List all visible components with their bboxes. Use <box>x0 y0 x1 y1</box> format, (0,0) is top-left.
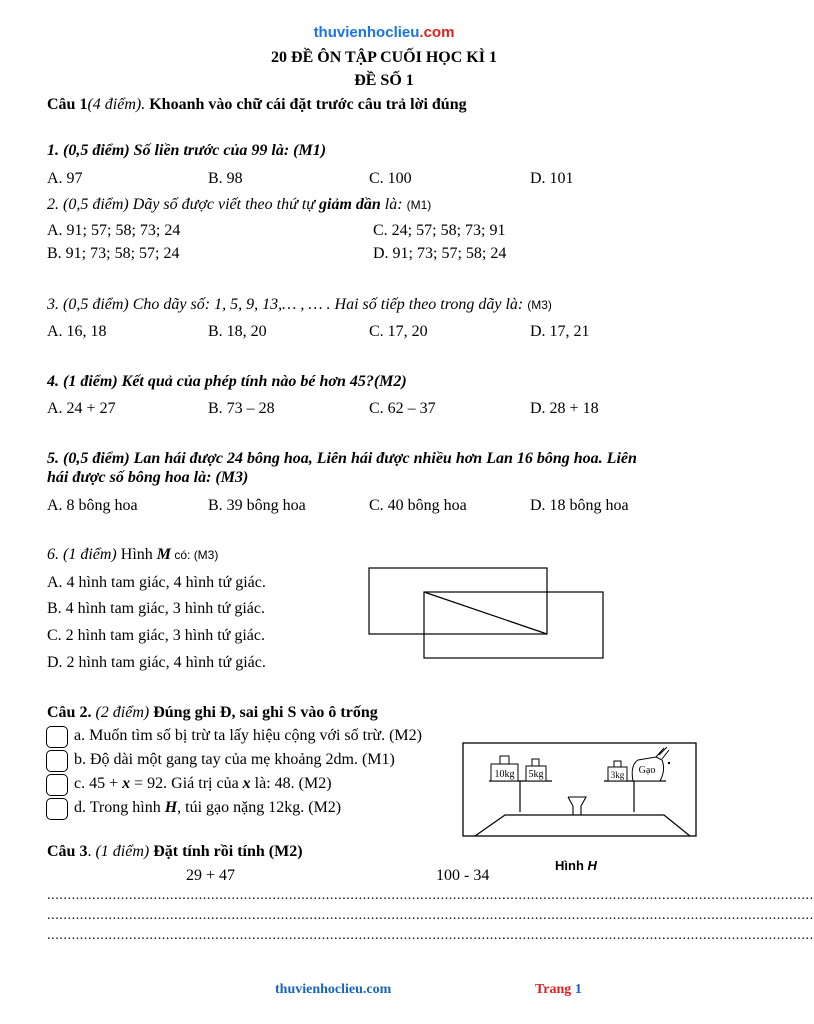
q2-heading: Câu 2. (2 điểm) Đúng ghi Đ, sai ghi S vào ô trống <box>47 704 378 721</box>
weight-label-5kg: 5kg <box>528 769 544 780</box>
q2-item-b: b. Độ dài một gang tay của mẹ khoảng 2dm. (M1) <box>74 751 395 768</box>
q1-heading: Câu 1(4 điểm). Khoanh vào chữ cái đặt trước câu trả lời đúng <box>47 96 467 113</box>
q1-item5-option-b: B. 39 bông hoa <box>208 497 306 514</box>
q1-item2-option-c: C. 24; 57; 58; 73; 91 <box>373 222 506 239</box>
q1-item5-stem-line2: hái được số bông hoa là: (M3) <box>47 469 249 486</box>
q2-item-d: d. Trong hình H, túi gạo nặng 12kg. (M2) <box>74 799 342 816</box>
q1-item1-stem: 1. (0,5 điểm) Số liền trước của 99 là: (M1) <box>47 142 327 159</box>
q1-item4-option-d: D. 28 + 18 <box>530 400 599 417</box>
weight-label-3kg: 3kg <box>610 770 625 780</box>
footer-site-link[interactable]: thuvienhoclieu.com <box>275 982 392 997</box>
q1-item5-option-a: A. 8 bông hoa <box>47 497 138 514</box>
q3-answer-line-3[interactable]: ........................................................................................................................................................................................... <box>47 928 814 943</box>
q1-item4-option-c: C. 62 – 37 <box>369 400 436 417</box>
q1-item2-option-b: B. 91; 73; 58; 57; 24 <box>47 245 180 262</box>
q1-item5-option-d: D. 18 bông hoa <box>530 497 629 514</box>
page-title: 20 ĐỀ ÔN TẬP CUỐI HỌC KÌ 1 <box>271 49 497 66</box>
q1-item3-option-c: C. 17, 20 <box>369 323 428 340</box>
q3-answer-line-1[interactable]: ........................................................................................................................................................................................... <box>47 888 814 903</box>
q1-item3-stem: 3. (0,5 điểm) Cho dãy số: 1, 5, 9, 13,… , … . Hai số tiếp theo trong dãy là: (M3) <box>47 296 552 313</box>
q1-item6-stem: 6. (1 điểm) Hình M có: (M3) <box>47 546 219 563</box>
q1-item4-option-a: A. 24 + 27 <box>47 400 116 417</box>
rice-bag-label: Gạo <box>638 765 656 776</box>
q1-item5-stem-line1: 5. (0,5 điểm) Lan hái được 24 bông hoa, Liên hái được nhiều hơn Lan 16 bông hoa. Liên <box>47 450 637 467</box>
q3-answer-line-2[interactable]: ........................................................................................................................................................................................... <box>47 908 814 923</box>
footer-page-number: Trang 1 <box>535 982 582 997</box>
q1-item2-stem: 2. (0,5 điểm) Dãy số được viết theo thứ tự giảm dần là: (M1) <box>47 196 432 213</box>
q1-item6-option-d: D. 2 hình tam giác, 4 hình tứ giác. <box>47 654 266 671</box>
q1-item6-option-a: A. 4 hình tam giác, 4 hình tứ giác. <box>47 574 266 591</box>
q3-expression-1: 29 + 47 <box>186 867 236 884</box>
q2-item-a: a. Muốn tìm số bị trừ ta lấy hiệu cộng với số trừ. (M2) <box>74 727 422 744</box>
q2-item-c: c. 45 + x = 92. Giá trị của x là: 48. (M2) <box>74 775 332 792</box>
q1-item3-option-a: A. 16, 18 <box>47 323 107 340</box>
q1-item6-option-b: B. 4 hình tam giác, 3 hình tứ giác. <box>47 600 265 617</box>
q1-item1-option-a: A. 97 <box>47 170 83 187</box>
q1-item1-option-d: D. 101 <box>530 170 574 187</box>
q1-item1-option-c: C. 100 <box>369 170 412 187</box>
q1-item5-option-c: C. 40 bông hoa <box>369 497 467 514</box>
page-subtitle: ĐỀ SỐ 1 <box>354 72 414 89</box>
q1-item1-option-b: B. 98 <box>208 170 243 187</box>
figure-h-caption: Hình H <box>555 858 597 873</box>
q1-item6-option-c: C. 2 hình tam giác, 3 hình tứ giác. <box>47 627 265 644</box>
site-domain: .com <box>419 24 455 41</box>
q1-item3-option-b: B. 18, 20 <box>208 323 267 340</box>
q1-item4-option-b: B. 73 – 28 <box>208 400 275 417</box>
q1-item3-option-d: D. 17, 21 <box>530 323 590 340</box>
weight-label-10kg: 10kg <box>494 769 515 780</box>
q3-heading: Câu 3. (1 điểm) Đặt tính rồi tính (M2) <box>47 843 303 860</box>
site-name: thuvienhoclieu <box>313 24 420 41</box>
q1-item4-stem: 4. (1 điểm) Kết quả của phép tính nào bé hơn 45?(M2) <box>47 373 407 390</box>
q1-item2-option-a: A. 91; 57; 58; 73; 24 <box>47 222 181 239</box>
q1-item2-option-d: D. 91; 73; 57; 58; 24 <box>373 245 507 262</box>
q3-expression-2: 100 - 34 <box>436 867 490 884</box>
